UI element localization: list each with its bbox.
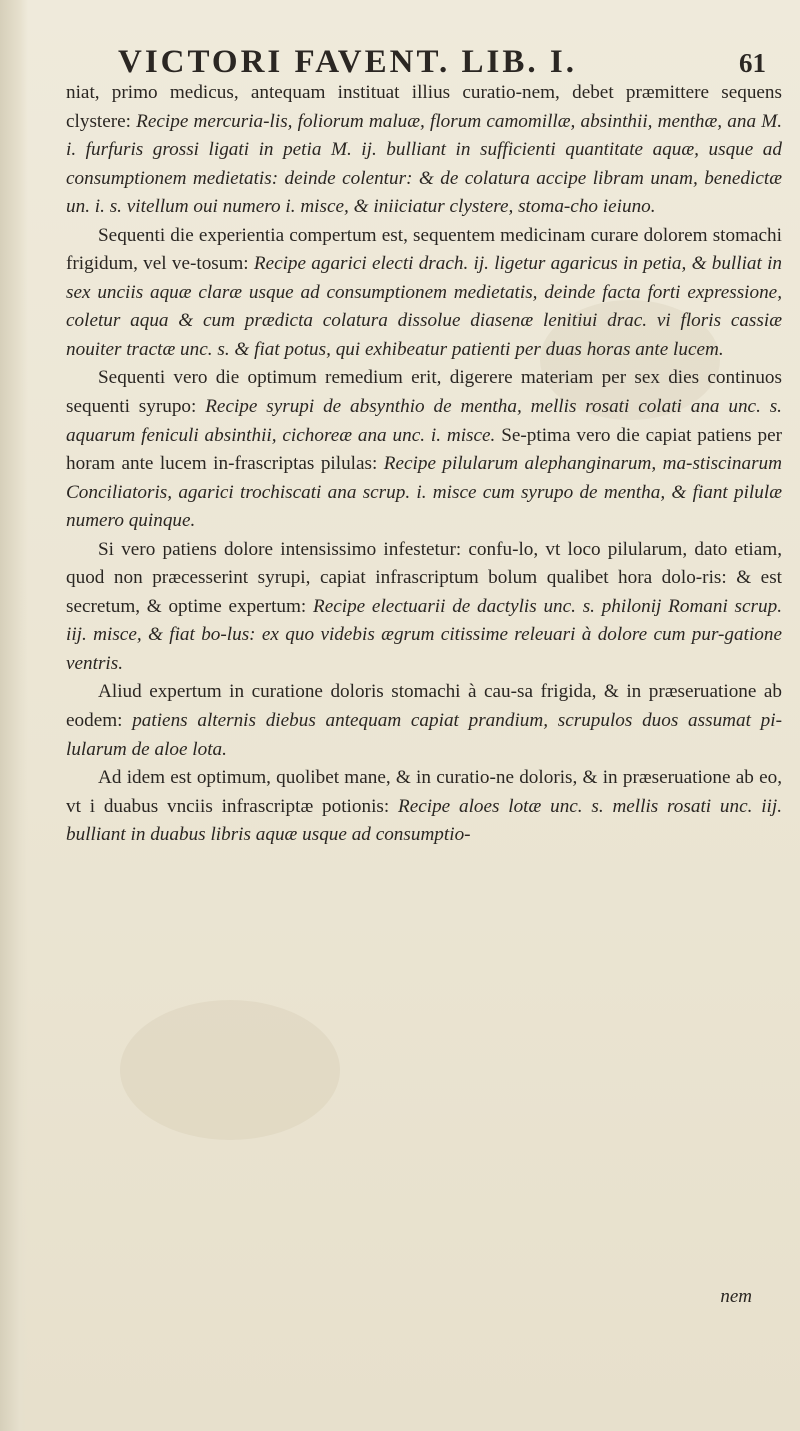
body-text: [66, 79, 782, 850]
paper-stain: [120, 1000, 340, 1140]
page-number: 61: [739, 48, 766, 78]
prose-text: Se-ptima vero die capiat patiens per horam ante lucem in-frascriptas pilulas:: [66, 424, 782, 475]
recipe-text: Recipe aloes lotæ unc. s. mellis rosati unc. iij. bulliant in duabus libris aquæ usque ad consumptio-: [66, 795, 782, 846]
paragraph: [66, 536, 782, 679]
page-gutter: [0, 0, 28, 1431]
recipe-text: Recipe electuarii de dactylis unc. s. philonij Romani scrup. iij. misce, & fiat bo-lus: ex quo videbis ægrum citissime releuari à dolore cum pur-gatione ventris.: [66, 595, 782, 674]
catchword: nem: [720, 1286, 752, 1307]
recipe-text: Recipe syrupi de absynthio de mentha, mellis rosati colati ana unc. s. aquarum feniculi absinthii, cichoreæ ana unc. i. misce.: [66, 396, 782, 446]
recipe-text: Recipe pilularum alephanginarum, ma-stiscinarum Conciliatoris, agarici trochiscati ana scrup. i. misce cum syrupo de mentha, & fiant pilulæ numero quinque.: [66, 453, 782, 532]
paragraph: [66, 678, 782, 764]
prose-text: Ad idem est optimum, quolibet mane, & in curatio-ne doloris, & in præseruatione ab eo, vt i duabus vnciis infrascriptæ potionis:: [66, 767, 782, 817]
prose-text: Aliud expertum in curatione doloris stomachi à cau-sa frigida, & in præseruatione ab eodem:: [66, 681, 782, 732]
prose-text: Sequenti die experientia compertum est, sequentem medicinam curare dolorem stomachi frigidum, vel ve-tosum:: [66, 224, 782, 275]
recipe-text: patiens alternis diebus antequam capiat prandium, scrupulos duos assumat pi-lularum de aloe lota.: [66, 710, 782, 760]
paragraph: [66, 764, 782, 850]
prose-text: Si vero patiens dolore intensissimo infestetur: confu-lo, vt loco pilularum, dato etiam, quod non præcesserint syrupi, capiat infrascriptum bolum qualibet hora dolo-ris: & est secretum, & optime expertum:: [66, 538, 782, 617]
prose-text: niat, primo medicus, antequam instituat illius curatio-nem, debet præmittere sequens clystere:: [66, 82, 782, 132]
paragraph: [66, 222, 782, 365]
prose-text: Sequenti vero die optimum remedium erit, digerere materiam per sex dies continuos sequenti syrupo:: [66, 367, 782, 418]
recipe-text: Recipe mercuria-lis, foliorum maluæ, florum camomillæ, absinthii, menthæ, ana M. i. furfuris grossi ligati in petia M. ij. bulliant in sufficienti quantitate aquæ, usque ad consumptionem medietatis: deinde colentur: & de colatura accipe libram unam, benedictæ un. i. s. vitellum oui numero i. misce, & iniiciatur clystere, stoma-cho ieiuno.: [66, 110, 782, 218]
running-title: VICTORI FAVENT. LIB. I.: [118, 44, 577, 80]
paragraph: [66, 364, 782, 535]
recipe-text: Recipe agarici electi drach. ij. ligetur agaricus in petia, & bulliat in sex unciis aquæ claræ usque ad consumptionem medietatis, deinde facta forti expressione, coletur aqua & cum prædicta colatura dissolue diasenæ lenitiui drac. vi floris cassiæ nouiter tractæ unc. s. & fiat potus, qui exhibeatur patienti per duas horas ante lucem.: [66, 253, 782, 360]
paragraph: [66, 79, 782, 222]
running-head: [0, 44, 800, 84]
